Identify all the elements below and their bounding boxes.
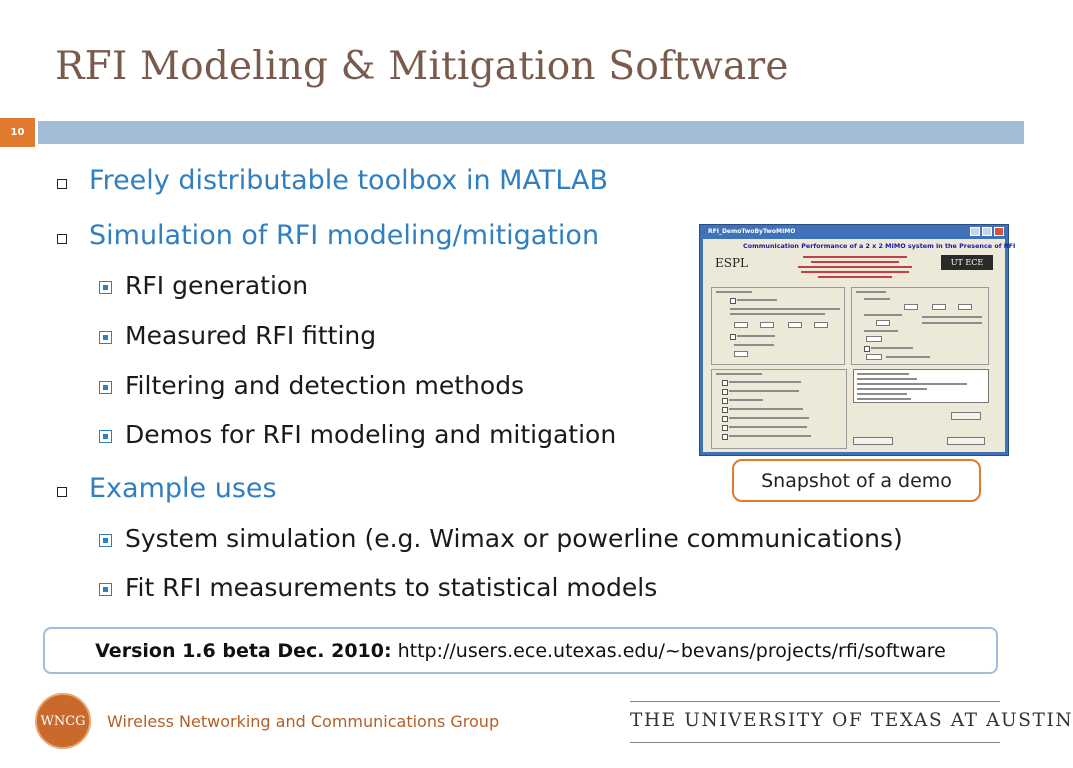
hollow-square-bullet-icon — [57, 234, 67, 244]
sub-bullet-item: RFI generation — [125, 271, 309, 300]
sub-bullet-item: Measured RFI fitting — [125, 321, 377, 350]
screenshot-window-body — [703, 239, 1016, 452]
bullet-item: Freely distributable toolbox in MATLAB — [89, 165, 608, 196]
group-name: Wireless Networking and Communications Group — [107, 712, 500, 731]
sub-bullet-item: System simulation (e.g. Wimax or powerline communications) — [125, 524, 903, 553]
sub-bullet-item: Filtering and detection methods — [125, 371, 525, 400]
university-name: THE UNIVERSITY OF TEXAS AT AUSTIN — [630, 710, 1073, 731]
hollow-square-bullet-icon — [57, 179, 67, 189]
sub-bullet-item: Fit RFI measurements to statistical models — [125, 573, 658, 602]
bullet-item: Simulation of RFI modeling/mitigation — [89, 220, 600, 251]
filled-square-bullet-icon — [99, 583, 112, 596]
window-controls — [970, 227, 1004, 236]
maximize-icon — [982, 227, 992, 236]
software-url[interactable]: http://users.ece.utexas.edu/~bevans/projects/rfi/software — [397, 639, 946, 662]
slide-number: 10 — [0, 118, 35, 147]
title-accent-band — [38, 121, 1024, 144]
bullet-item: Example uses — [89, 473, 277, 504]
filled-square-bullet-icon — [99, 331, 112, 344]
clear-status-button — [951, 412, 981, 420]
minimize-icon — [970, 227, 980, 236]
hollow-square-bullet-icon — [57, 487, 67, 497]
slide-title: RFI Modeling & Mitigation Software — [55, 44, 789, 89]
version-banner — [43, 627, 998, 674]
espl-logo: ESPL — [715, 256, 749, 270]
filled-square-bullet-icon — [99, 381, 112, 394]
filled-square-bullet-icon — [99, 534, 112, 547]
screenshot-window-title: RFI_DemoTwoByTwoMIMO — [708, 228, 796, 235]
simulation-status-log — [853, 369, 989, 403]
clear-plots-button — [853, 437, 893, 445]
close-icon — [994, 227, 1004, 236]
start-simulation-button — [947, 437, 985, 445]
footer — [0, 688, 1073, 768]
demo-screenshot — [699, 224, 1016, 456]
simulation-settings-panel — [711, 287, 845, 365]
version-label: Version 1.6 beta Dec. 2010: — [95, 639, 392, 662]
ut-ece-logo: UT ECE — [941, 255, 993, 270]
sub-bullet-item: Demos for RFI modeling and mitigation — [125, 420, 617, 449]
transmit-receiver-panel — [711, 369, 847, 449]
screenshot-window-titlebar — [700, 225, 1008, 239]
screenshot-caption: Snapshot of a demo — [732, 459, 981, 502]
wncg-logo: WNCG — [35, 693, 91, 749]
parameters-panel — [851, 287, 989, 365]
filled-square-bullet-icon — [99, 430, 112, 443]
filled-square-bullet-icon — [99, 281, 112, 294]
screenshot-heading: Communication Performance of a 2 x 2 MIMO system in the Presence of RFI — [743, 242, 1016, 250]
